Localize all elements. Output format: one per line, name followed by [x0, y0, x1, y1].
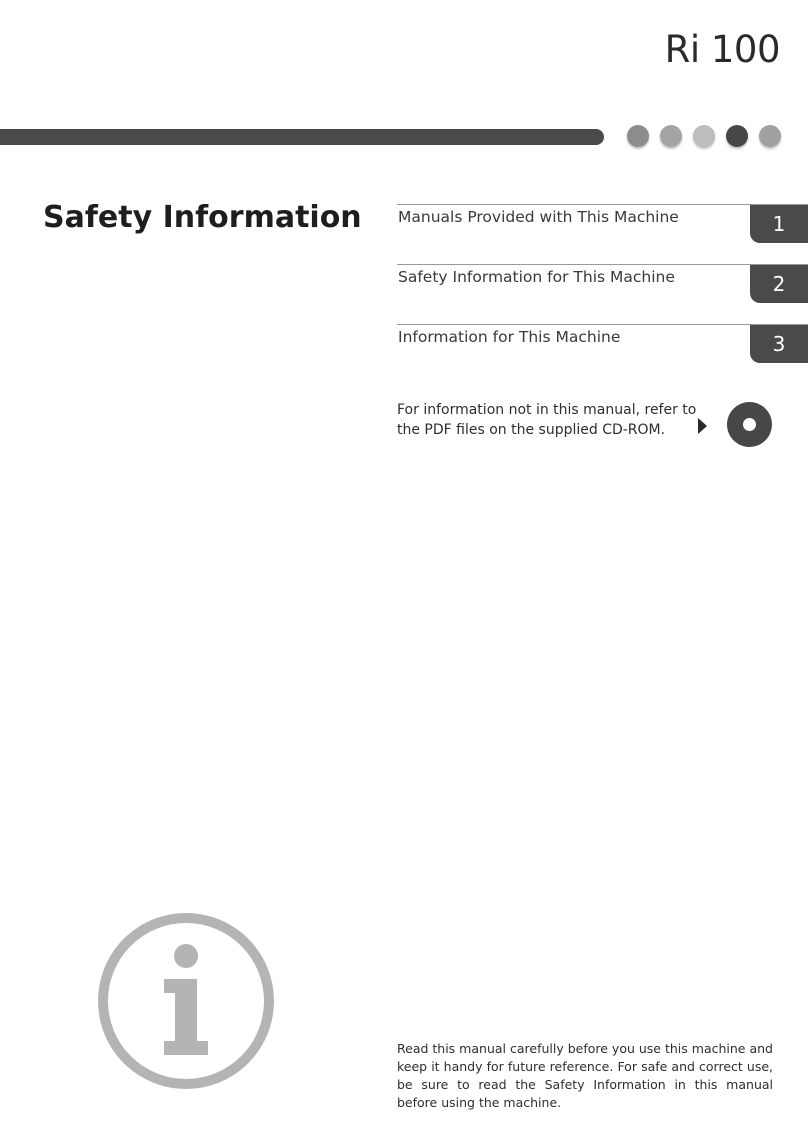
dot-2 — [660, 125, 682, 147]
chapter-2-label: Safety Information for This Machine — [398, 268, 675, 286]
model-name: Ri 100 — [664, 28, 780, 71]
footer-note: Read this manual carefully before you use this machine and keep it handy for future reference. For safe and correct use, be sure to read the Safety Information in this manual before using the machine. — [397, 1041, 773, 1110]
arrow-right-icon — [698, 418, 707, 434]
chapter-3-tab[interactable]: 3 — [750, 325, 808, 363]
cd-rom-hole — [743, 418, 756, 431]
page-title: Safety Information — [43, 200, 362, 235]
dot-4 — [726, 125, 748, 147]
cd-rom-icon — [727, 402, 772, 447]
chapter-2[interactable] — [397, 264, 808, 305]
chapter-1-tab[interactable]: 1 — [750, 205, 808, 243]
dot-5 — [759, 125, 781, 147]
cd-rom-note: For information not in this manual, refer to the PDF files on the supplied CD-ROM. — [397, 402, 697, 438]
decorative-dots — [627, 125, 781, 147]
header-bar — [0, 129, 604, 145]
dot-3 — [693, 125, 715, 147]
chapter-1[interactable] — [397, 204, 808, 245]
chapter-1-label: Manuals Provided with This Machine — [398, 208, 679, 226]
chapter-3[interactable] — [397, 324, 808, 365]
dot-1 — [627, 125, 649, 147]
chapter-3-label: Information for This Machine — [398, 328, 621, 346]
info-icon — [96, 911, 276, 1091]
chapter-2-tab[interactable]: 2 — [750, 265, 808, 303]
